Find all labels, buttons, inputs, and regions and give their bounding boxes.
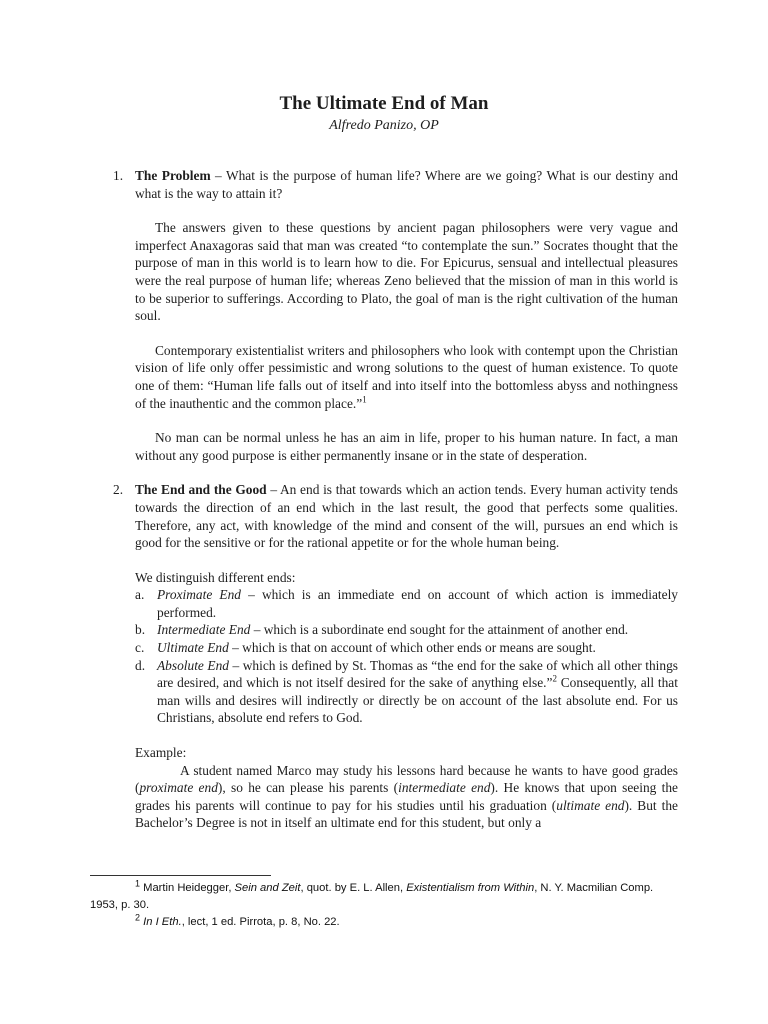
section-heading: The End and the Good xyxy=(135,482,267,498)
footnote-title: Existentialism from Within xyxy=(406,882,535,894)
example-term: ultimate end xyxy=(556,797,625,813)
example-text: ). He knows that upon seeing the grades his parents will continue to pay for his studies until his graduation ( xyxy=(135,780,678,813)
list-item xyxy=(135,586,678,621)
document-body xyxy=(115,167,678,832)
end-term: Proximate End xyxy=(157,587,241,603)
footnote-text: , lect, 1 ed. Pirrota, p. 8, No. 22. xyxy=(181,916,340,928)
section-number: 1. xyxy=(113,168,124,183)
end-text: – which is an immediate end on account of which action is immediately performed. xyxy=(157,587,678,620)
paragraph: No man can be normal unless he has an aim in life, proper to his human nature. In fact, a man without any good purpose is either permanently insane or in the state of desperation. xyxy=(135,430,678,463)
end-term: Ultimate End xyxy=(157,640,229,656)
list-item xyxy=(135,657,678,727)
footnote-ref: 1 xyxy=(362,394,367,405)
example-term: intermediate end xyxy=(398,780,491,796)
example-term: proximate end xyxy=(139,780,218,796)
end-text: – which is defined by St. Thomas as “the end for the sake of which all other things are desired, and which is not itself desired for the sake of anything else.” xyxy=(157,657,678,691)
example-text: ), so he can please his parents ( xyxy=(217,780,399,796)
footnote-divider xyxy=(90,875,271,876)
example-text: ). But the Bachelor’s Degree is not in itself an ultimate end for this student, but only a xyxy=(135,797,678,831)
section-2 xyxy=(115,481,678,551)
footnotes xyxy=(90,880,690,931)
list-marker: a. xyxy=(135,587,145,603)
section-1 xyxy=(115,167,678,202)
footnote-2 xyxy=(90,914,690,931)
ends-block xyxy=(135,569,678,832)
footnote-ref: 2 xyxy=(552,673,557,684)
section-number: 2. xyxy=(113,482,124,498)
paragraph: The answers given to these questions by ancient pagan philosophers were very vague and imperfect Anaxagoras said that man was created “to contemplate the sun.” Socrates thought that the purpose of man in this world is to learn how to die. For Epicurus, sensual and intellectual pleasures were the real purpose of human life; whereas Zeno believed that the mission of man in this world is to be superior to sufferings. According to Plato, the goal of man is the right cultivation of the human soul. xyxy=(135,220,678,324)
list-intro xyxy=(135,569,678,587)
paragraph-text: Contemporary existentialist writers and philosophers who look with contempt upon the Christian vision of life only offer pessimistic and wrong solutions to the quest of human existence. To quote one of them: “Human life falls out of itself and into itself into the bottomless abyss and nothingness of the inauthentic and the common place.” xyxy=(135,342,678,411)
footnote-text: , quot. by E. L. Allen, xyxy=(300,882,407,894)
section-heading: The Problem xyxy=(135,168,211,183)
end-term: Intermediate End xyxy=(157,622,251,638)
footnote-title: Sein and Zeit xyxy=(234,882,301,894)
list-intro-text: We distinguish different ends: xyxy=(135,569,296,585)
footnote-text: , N. Y. Macmilian Comp. xyxy=(534,882,654,894)
example-label: Example: xyxy=(135,745,187,761)
list-item xyxy=(135,639,678,657)
page-title: The Ultimate End of Man xyxy=(279,93,489,114)
footnote-number: 1 xyxy=(135,878,141,889)
footnote-1-cont: 1953, p. 30. xyxy=(90,899,150,911)
end-text: – which is a subordinate end sought for the attainment of another end. xyxy=(250,622,629,638)
author-line: Alfredo Panizo, OP xyxy=(329,118,439,133)
paragraph xyxy=(135,342,678,412)
footnote-1 xyxy=(90,880,690,897)
footnote-title: In I Eth. xyxy=(143,916,182,928)
end-term: Absolute End xyxy=(157,657,229,673)
footnote-number: 2 xyxy=(135,912,141,923)
list-marker: c. xyxy=(135,640,145,656)
end-continuation: Consequently, all that man wills and desires will indirectly or directly be on account of the last absolute end. For us Christians, absolute end refers to God. xyxy=(157,675,678,726)
section-lead-text: – An end is that towards which an action tends. Every human activity tends towards the direction of an end which in the last result, the good that perfects some qualities. Therefore, any act, with knowledge of the mind and consent of the will, pursues an end which is good for the sensitive or for the rational appetite or for the whole human being. xyxy=(135,482,679,551)
ends-list xyxy=(135,586,678,727)
list-marker: b. xyxy=(135,622,146,638)
footnote-text: Martin Heidegger, xyxy=(140,882,235,894)
example-paragraph xyxy=(135,762,678,832)
list-marker: d. xyxy=(135,657,146,673)
section-lead-text: – What is the purpose of human life? Where are we going? What is our destiny and what is the way to attain it? xyxy=(135,168,679,201)
example-text: A student named Marco may study his lessons hard because he wants to have good grades ( xyxy=(135,762,678,796)
end-text: – which is that on account of which other ends or means are sought. xyxy=(228,640,596,656)
list-item xyxy=(135,621,678,639)
